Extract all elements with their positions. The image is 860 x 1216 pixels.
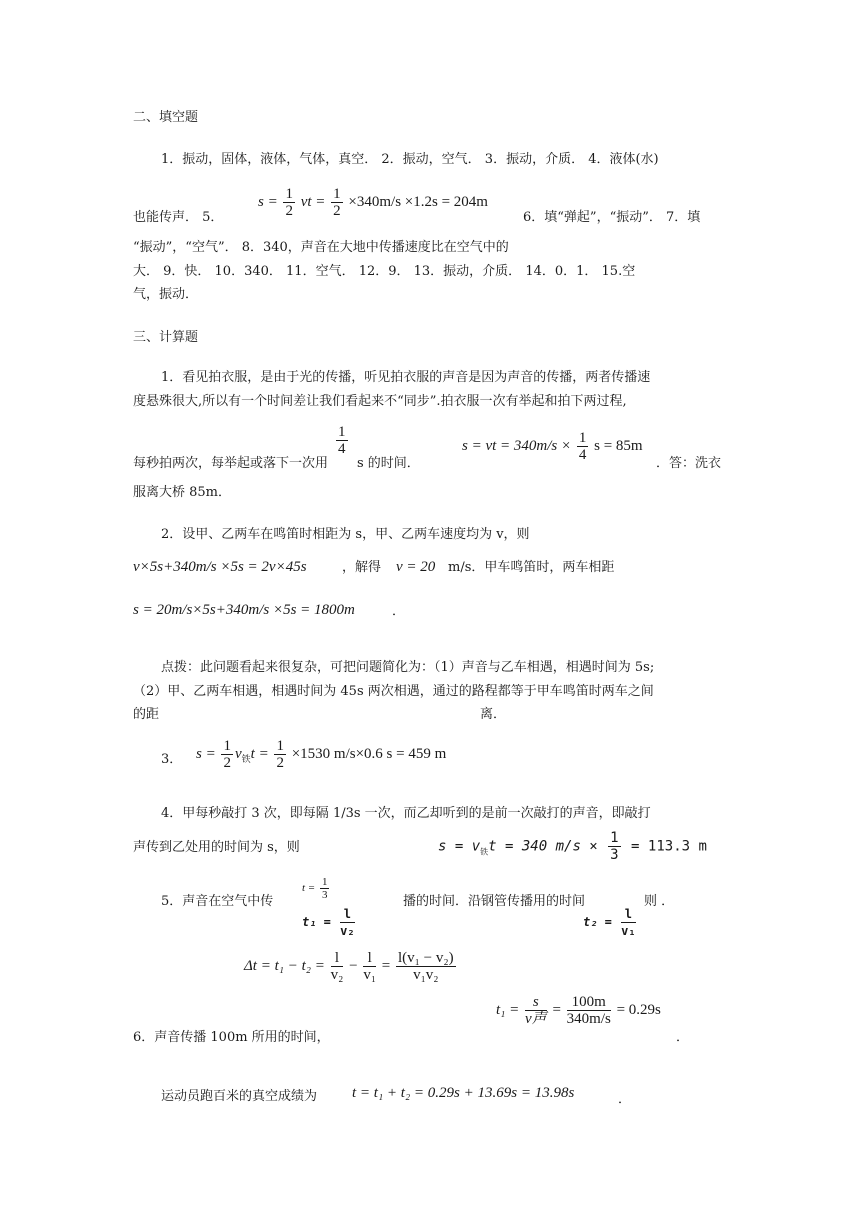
q6-frac-1 [525, 994, 547, 1027]
q1-line-3c: ．答：洗衣 [656, 456, 722, 471]
q1-frac [336, 424, 348, 457]
q2-formula-2: v = 20 [396, 559, 436, 575]
q3-formula-b: v [234, 745, 242, 762]
q3-formula-a: s = [196, 745, 216, 762]
q4-line-1: 4．甲每秒敲打 3 次，即每隔 1/3s 一次，而乙却听到的是前一次敲打的声音，即敲打 [161, 806, 651, 821]
q1-line-4: 服离大桥 85m． [133, 485, 232, 500]
q6-result: = 0.29s [616, 1001, 661, 1018]
q3-number: 3． [161, 752, 183, 767]
q5-dt: Δt = t₁ − t₂ = [244, 957, 325, 974]
q1-line-3b: s 的时间． [357, 456, 420, 471]
tip-line-3b: 离． [480, 707, 507, 722]
q1-formula-frac [577, 430, 589, 463]
frac-den: 2 [333, 203, 341, 219]
q6-formula [496, 994, 661, 1027]
q1-line-3a: 每秒拍两次，每举起或落下一次用 [133, 456, 329, 471]
frac-num: 1 [333, 186, 341, 202]
q5-dt-frac-c [396, 950, 456, 983]
frac-den: 3 [610, 847, 619, 863]
q5-t1: t₁ = [302, 915, 331, 929]
q1-fraction [334, 424, 350, 457]
frac-num: 1 [610, 830, 619, 846]
q4-sub: 铁 [480, 847, 489, 857]
frac-den: 2 [285, 203, 293, 219]
q2-line-1: 2．设甲、乙两车在鸣笛时相距为 s，甲、乙两车速度均为 v，则 [161, 527, 530, 542]
frac-den: v声 [525, 1011, 547, 1027]
tip-line-2: （2）甲、乙两车相遇，相遇时间为 45s 两次相遇，通过的路程都等于甲车鸣笛时两车之间 [133, 684, 654, 699]
q5-t: t = [302, 882, 316, 895]
q2-line-2b: m/s．甲车鸣笛时，两车相距 [448, 560, 615, 575]
frac-num: l(v₁ − v₂) [398, 950, 454, 966]
q5-line-1a: 5．声音在空气中传 [161, 894, 274, 909]
q5-t-frac [320, 876, 330, 901]
q5-t1-formula [302, 906, 357, 939]
q5-dt-eq: = [381, 957, 391, 974]
q3-frac-2 [274, 738, 286, 771]
frac-num: 1 [321, 876, 328, 888]
answer-line-2b: 6．填“弹起”，“振动”． 7．填 [523, 210, 701, 225]
q4-formula-b: t = 340 m/s × [488, 838, 598, 855]
q1-line-2: 度悬殊很大,所以有一个时间差让我们看起来不“同步”.拍衣服一次有举起和拍下两过程, [133, 394, 627, 409]
q5-line-1c: 则 ． [644, 894, 675, 909]
q5-fraction [283, 186, 295, 219]
q7-dot: ． [618, 1092, 632, 1107]
q5-formula [258, 186, 488, 219]
frac-den: v₂ [340, 924, 355, 938]
q1-formula-b: s = 85m [594, 437, 643, 454]
q3-sub: 铁 [241, 753, 251, 764]
answer-line-4: 大． 9．快． 10．340． 11．空气． 12．9． 13．振动，介质． 14．0．1． 15.空 [133, 264, 636, 279]
frac-num: 1 [578, 430, 587, 446]
frac-den: 2 [223, 755, 231, 771]
q7-line-1: 运动员跑百米的真空成绩为 [161, 1089, 318, 1104]
q2-line-3: ． [392, 604, 406, 619]
q7-formula: t = t₁ + t₂ = 0.29s + 13.69s = 13.98s [352, 1085, 575, 1101]
q5-t2-formula [583, 906, 638, 939]
q5-dt-frac-a [331, 950, 344, 983]
frac-den: 340m/s [566, 1011, 611, 1027]
q5-fraction-2 [331, 186, 343, 219]
frac-num: l [363, 950, 376, 967]
frac-den: 4 [578, 447, 587, 463]
frac-num: l [331, 950, 344, 967]
q5-t1-frac [340, 906, 354, 939]
section-title-calc: 三、计算题 [133, 330, 199, 345]
frac-den: v₁ [621, 924, 636, 938]
q3-frac-1 [221, 738, 233, 771]
frac-num: 1 [338, 424, 346, 440]
q5-formula-lhs: s = [258, 193, 278, 210]
q5-line-1b: 播的时间．沿钢管传播用的时间 [403, 894, 586, 909]
q2-line-2a: ，解得 [342, 560, 382, 575]
frac-num: s [525, 994, 547, 1011]
q4-formula-a: s = v [438, 838, 481, 855]
q4-formula-c: = 113.3 m [631, 838, 707, 855]
answer-line-5: 气，振动． [133, 287, 199, 302]
q4-frac [608, 830, 620, 863]
q5-formula-mid: vt = [300, 193, 326, 210]
answer-line-3: “振动”，“空气”． 8．340，声音在大地中传播速度比在空气中的 [133, 240, 509, 255]
frac-den: 3 [321, 889, 328, 901]
tip-line-1: 点拨：此问题看起来很复杂，可把问题简化为：（1）声音与乙车相遇，相遇时间为 5s; [161, 660, 655, 675]
q6-eq: = [552, 1001, 561, 1018]
frac-num: 100m [567, 994, 611, 1011]
answer-line-2a: 也能传声． 5． [133, 210, 224, 225]
frac-num: l [340, 906, 354, 923]
frac-den: v₂ [330, 967, 344, 983]
q6-frac-2 [567, 994, 611, 1027]
q3-formula-c: t = [250, 745, 269, 762]
tip-line-3a: 的距 [133, 707, 160, 722]
frac-den: 2 [276, 755, 284, 771]
frac-num: 1 [223, 738, 231, 754]
q5-dt-frac-b [363, 950, 376, 983]
frac-num: 1 [276, 738, 284, 754]
q3-formula-d: ×1530 m/s×0.6 s = 459 m [291, 745, 447, 762]
q5-formula-rhs: ×340m/s ×1.2s = 204m [348, 193, 488, 210]
frac-num: l [621, 906, 635, 923]
q6-line-1: 6．声音传播 100m 所用的时间， [133, 1030, 330, 1045]
q5-t2: t₂ = [583, 915, 612, 929]
q4-formula [438, 830, 707, 863]
q4-line-2: 声传到乙处用的时间为 s，则 [133, 840, 300, 855]
frac-den: 4 [338, 441, 346, 457]
frac-den: v₁v₂ [413, 967, 439, 983]
q3-formula [196, 738, 446, 771]
q2-formula-1: v×5s+340m/s ×5s = 2v×45s [133, 559, 307, 575]
q1-formula-a: s = vt = 340m/s × [462, 437, 572, 454]
q6-t1: t₁ = [496, 1001, 520, 1018]
frac-num: 1 [285, 186, 293, 202]
q5-t2-frac [621, 906, 635, 939]
q5-dt-formula [244, 950, 458, 983]
q5-time-formula [302, 876, 331, 901]
frac-den: v₁ [363, 967, 377, 983]
answer-line-1: 1．振动，固体，液体，气体，真空． 2．振动，空气． 3．振动，介质． 4．液体(水) [161, 152, 659, 167]
q6-dot: ． [676, 1030, 690, 1045]
q1-formula [462, 430, 643, 463]
q5-dt-minus: − [349, 957, 358, 974]
q1-line-1: 1．看见拍衣服，是由于光的传播，听见拍衣服的声音是因为声音的传播，两者传播速 [161, 370, 651, 385]
section-title-fill-blank: 二、填空题 [133, 110, 199, 125]
q2-formula-3: s = 20m/s×5s+340m/s ×5s = 1800m [133, 602, 355, 618]
